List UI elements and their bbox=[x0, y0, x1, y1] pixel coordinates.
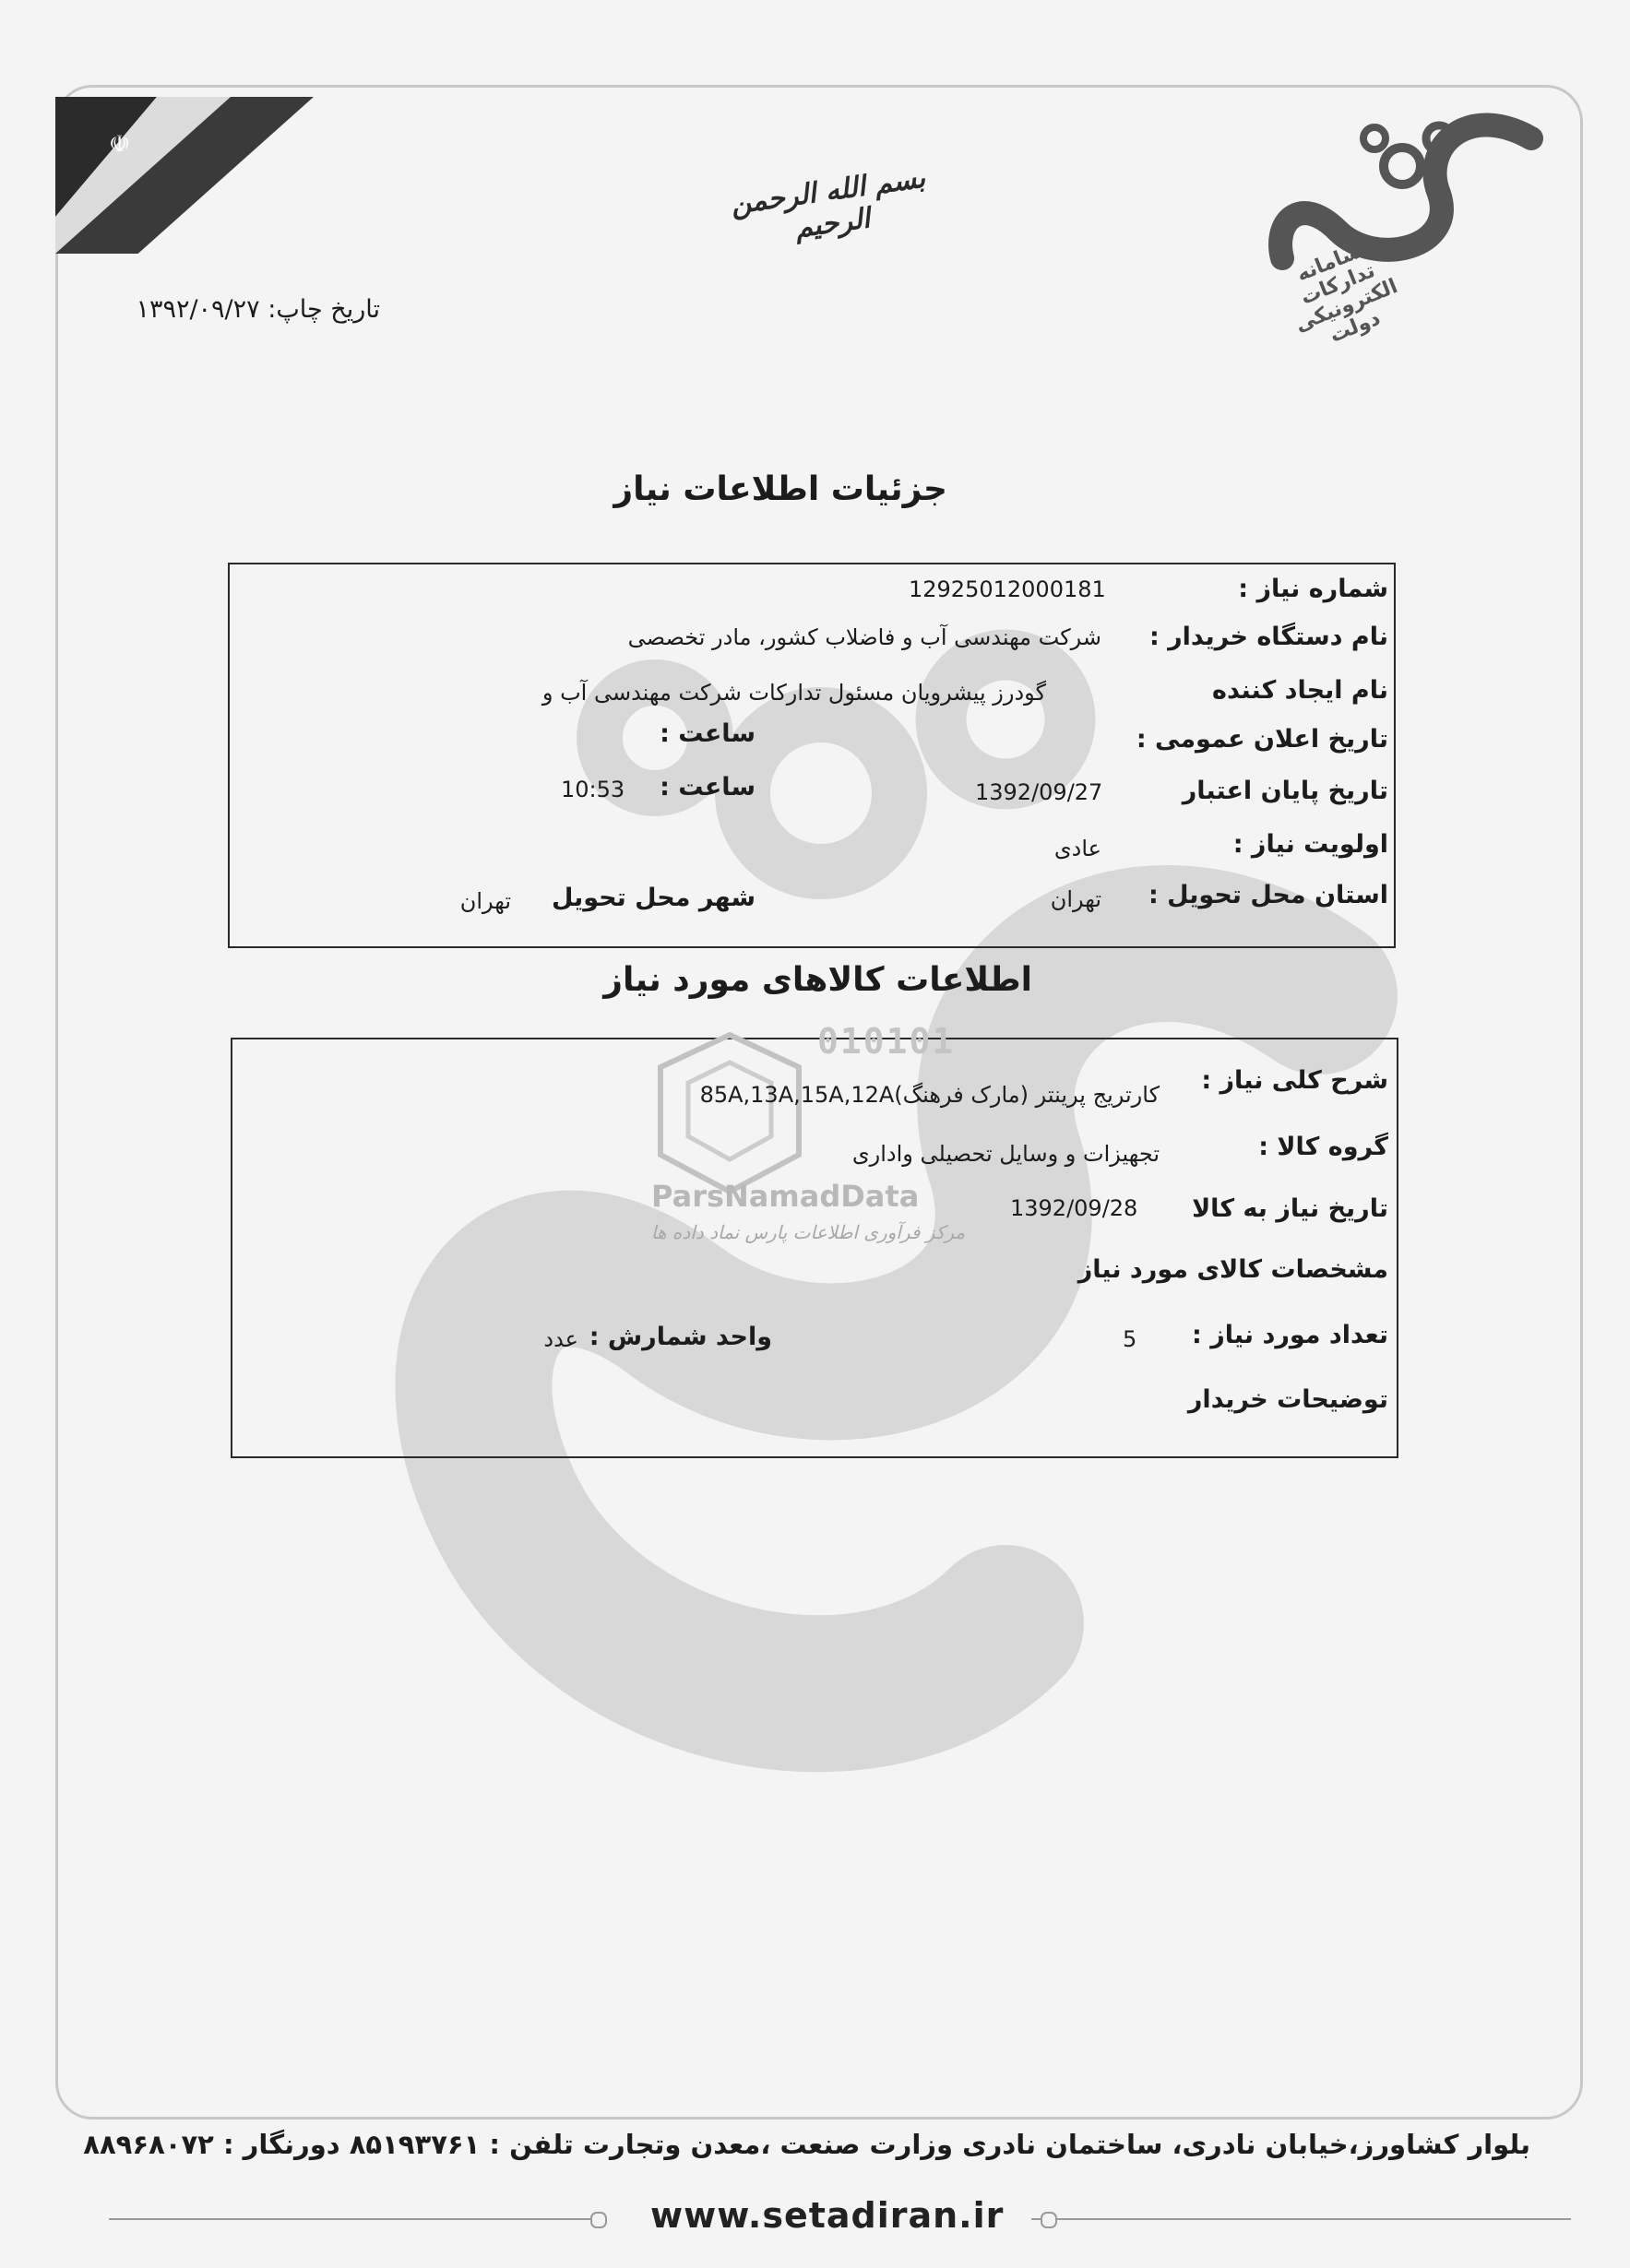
unit-value: عدد bbox=[543, 1326, 578, 1352]
buyer-label: نام دستگاه خریدار : bbox=[1148, 623, 1388, 651]
description-value: کارتریج پرینتر (مارک فرهنگ)85A,13A,15A,12A bbox=[699, 1082, 1160, 1108]
footer-divider-left bbox=[109, 2218, 598, 2220]
city-value: تهران bbox=[459, 888, 511, 914]
group-value: تجهیزات و وسایل تحصیلی واداری bbox=[851, 1141, 1160, 1167]
specs-label: مشخصات کالای مورد نیاز bbox=[1077, 1255, 1388, 1284]
announce-date-label: تاریخ اعلان عمومی : bbox=[1136, 725, 1388, 754]
parsnamad-logo-icon bbox=[642, 1026, 817, 1201]
footer-dot-left-icon bbox=[590, 2212, 607, 2228]
priority-label: اولویت نیاز : bbox=[1232, 830, 1388, 859]
need-date-label: تاریخ نیاز به کالا bbox=[1192, 1194, 1388, 1223]
goods-title: اطلاعات کالاهای مورد نیاز bbox=[603, 961, 1032, 999]
description-label: شرح کلی نیاز : bbox=[1201, 1066, 1388, 1095]
expiry-time-value: 10:53 bbox=[561, 777, 625, 802]
print-date bbox=[136, 295, 380, 324]
stamp-subtitle: مرکز فرآوری اطلاعات پارس نماد داده ها bbox=[650, 1221, 966, 1243]
quantity-value: 5 bbox=[1123, 1326, 1137, 1352]
city-label: شهر محل تحویل bbox=[551, 884, 756, 912]
expiry-date-label: تاریخ پایان اعتبار bbox=[1182, 777, 1388, 805]
buyer-notes-label: توضیحات خریدار bbox=[1187, 1385, 1388, 1414]
emblem-ribbon-icon bbox=[55, 88, 387, 254]
bismillah-calligraphy: بسم الله الرحمن الرحیم bbox=[729, 161, 928, 245]
print-date-value: ۱۳۹۲/۰۹/۲۷ bbox=[136, 295, 260, 324]
stamp-brand: ParsNamadData bbox=[651, 1179, 920, 1214]
footer-divider-right bbox=[1031, 2218, 1571, 2220]
footer-website[interactable]: www.setadiran.ir bbox=[650, 2195, 1005, 2236]
priority-value: عادی bbox=[1053, 836, 1101, 861]
need-date-value: 1392/09/28 bbox=[1010, 1195, 1138, 1221]
details-title: جزئیات اطلاعات نیاز bbox=[613, 470, 947, 508]
province-label: استان محل تحویل : bbox=[1148, 881, 1388, 909]
print-date-label: تاریخ چاپ: bbox=[268, 295, 380, 324]
unit-label: واحد شمارش : bbox=[589, 1323, 772, 1351]
announce-time-label: ساعت : bbox=[660, 719, 756, 748]
footer-dot-right-icon bbox=[1041, 2212, 1057, 2228]
stamp-digits: 010101 bbox=[817, 1021, 956, 1062]
expiry-time-label: ساعت : bbox=[660, 773, 756, 802]
province-value: تهران bbox=[1050, 886, 1101, 912]
svg-text:☫: ☫ bbox=[109, 131, 131, 159]
parsnamad-stamp bbox=[624, 1007, 993, 1256]
footer-address: بلوار کشاورز،خیابان نادری، ساختمان نادری وزارت صنعت ،معدن وتجارت تلفن : ۸۵۱۹۳۷۶۱ دورنگار : ۸۸۹۶۸۰۷۲ bbox=[83, 2129, 1530, 2160]
creator-value: گودرز پیشرویان مسئول تدارکات شرکت مهندسی آب و bbox=[541, 680, 1046, 706]
need-number-label: شماره نیاز : bbox=[1238, 575, 1388, 603]
group-label: گروه کالا : bbox=[1258, 1133, 1388, 1161]
logo-caption: سامانه تدارکات الکترونیکی دولت bbox=[1291, 239, 1401, 348]
expiry-date-value: 1392/09/27 bbox=[975, 779, 1103, 805]
need-number-value: 12925012000181 bbox=[909, 576, 1106, 602]
quantity-label: تعداد مورد نیاز : bbox=[1192, 1321, 1388, 1349]
creator-label: نام ایجاد کننده bbox=[1212, 676, 1388, 705]
buyer-value: شرکت مهندسی آب و فاضلاب کشور، مادر تخصصی bbox=[627, 624, 1101, 650]
